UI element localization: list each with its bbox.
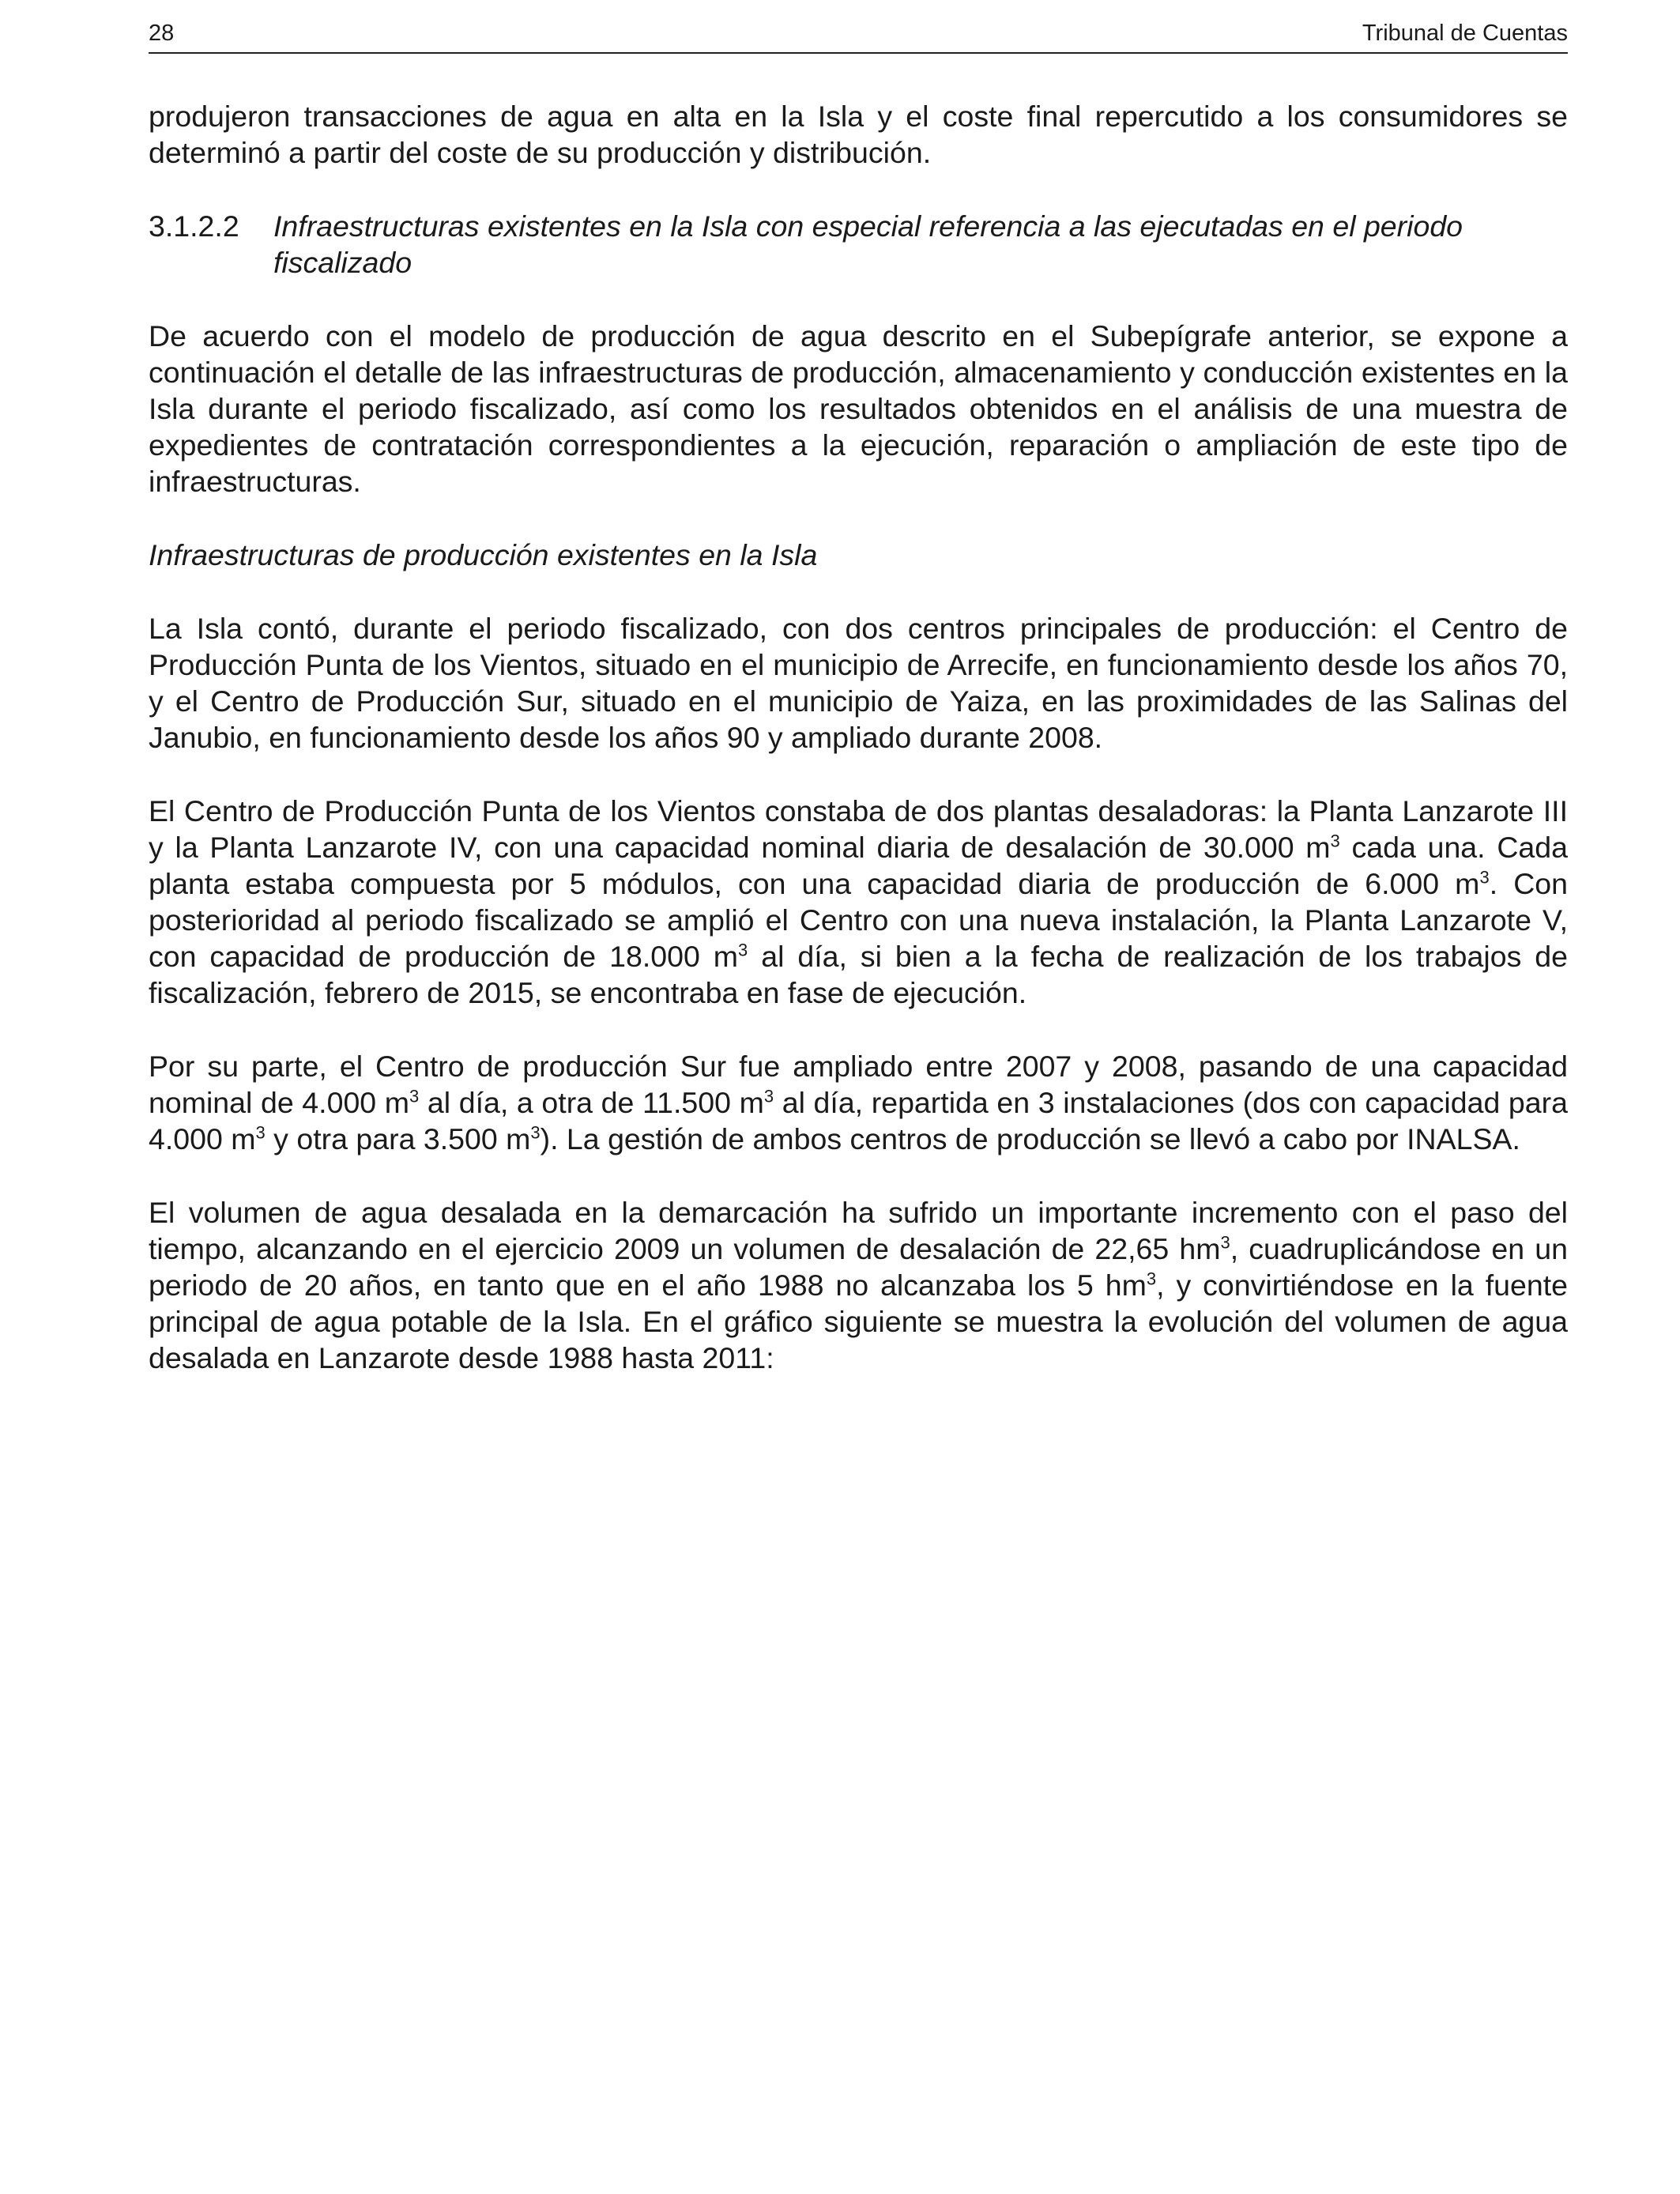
paragraph-punta-vientos: El Centro de Producción Punta de los Vientos constaba de dos plantas desaladoras: la Planta Lanzarote III y la Planta Lanzarote IV, con una capacidad nominal diaria de desalación de 30.000 $m^3$ cada una. Cada planta estaba compuesta por 5 módulos, con una capacidad diaria de producción de 6.000 $m^3$. Con posterioridad al periodo fiscalizado se amplió el Centro con una nueva instalación, la Planta Lanzarote V, con capacidad de producción de 18.000 $m^3$ al día, si bien a la fecha de realización de los trabajos de fiscalización, febrero de 2015, se encontraba en fase de ejecución. (149, 794, 1568, 1009)
superscript: 3 (1479, 867, 1490, 888)
section-heading (149, 208, 1568, 281)
paragraph-desalination-volume: El volumen de agua desalada en la demarcación ha sufrido un importante incremento con el paso del tiempo, alcanzando en el ejercicio 2009 un volumen de desalación de 22,65 $hm^3$, cuadruplicándose en un periodo de 20 años, en tanto que en el año 1988 no alcanzaba los 5 $hm^3$, y convirtiéndose en la fuente principal de agua potable de la Isla. En el gráfico siguiente se muestra la evolución del volumen de agua desalada en Lanzarote desde 1988 hasta 2011: (149, 1196, 1569, 1374)
superscript: 3 (530, 1122, 541, 1143)
page-header (149, 17, 1568, 54)
paragraph-intro: De acuerdo con el modelo de producción de agua descrito en el Subepígrafe anterior, se expone a continuación el detalle de las infraestructuras de producción, almacenamiento y conducción existentes en la Isla durante el periodo fiscalizado, así como los resultados obtenidos en el análisis de una muestra de expedientes de contratación correspondientes a la ejecución, reparación o ampliación de este tipo de infraestructuras. (149, 319, 1568, 498)
paragraph-centro-sur: Por su parte, el Centro de producción Sur fue ampliado entre 2007 y 2008, pasando de una capacidad nominal de 4.000 $m^3$ al día, a otra de 11.500 $m^3$ al día, repartida en 3 instalaciones (dos con capacidad para 4.000 $m^3$ y otra para 3.500 $m^3$). La gestión de ambos centros de producción se llevó a cabo por INALSA. (149, 1050, 1568, 1155)
section-title: Infraestructuras existentes en la Isla con especial referencia a las ejecutadas en el periodo fiscalizado (273, 209, 1463, 279)
header-publisher: Tribunal de Cuentas (1362, 21, 1568, 46)
superscript: 3 (1146, 1269, 1157, 1289)
document-body (149, 98, 1568, 1376)
superscript: 3 (255, 1122, 266, 1143)
section-number: 3.1.2.2 (149, 209, 239, 243)
superscript: 3 (738, 940, 748, 960)
superscript: 3 (409, 1086, 420, 1106)
paragraph-production-centers: La Isla contó, durante el periodo fiscalizado, con dos centros principales de producción: el Centro de Producción Punta de los Vientos, situado en el municipio de Arrecife, en funcionamiento desde los años 70, y el Centro de Producción Sur, situado en el municipio de Yaiza, en las proximidades de las Salinas del Janubio, en funcionamiento desde los años 90 y ampliado durante 2008. (149, 612, 1568, 754)
page-number: 28 (149, 21, 175, 46)
superscript: 3 (1220, 1232, 1230, 1253)
subheading-production: Infraestructuras de producción existentes en la Isla (149, 538, 818, 571)
superscript: 3 (763, 1086, 774, 1106)
paragraph-continuation: produjeron transacciones de agua en alta en la Isla y el coste final repercutido a los consumidores se determinó a partir del coste de su producción y distribución. (149, 100, 1568, 169)
superscript: 3 (1330, 831, 1340, 851)
